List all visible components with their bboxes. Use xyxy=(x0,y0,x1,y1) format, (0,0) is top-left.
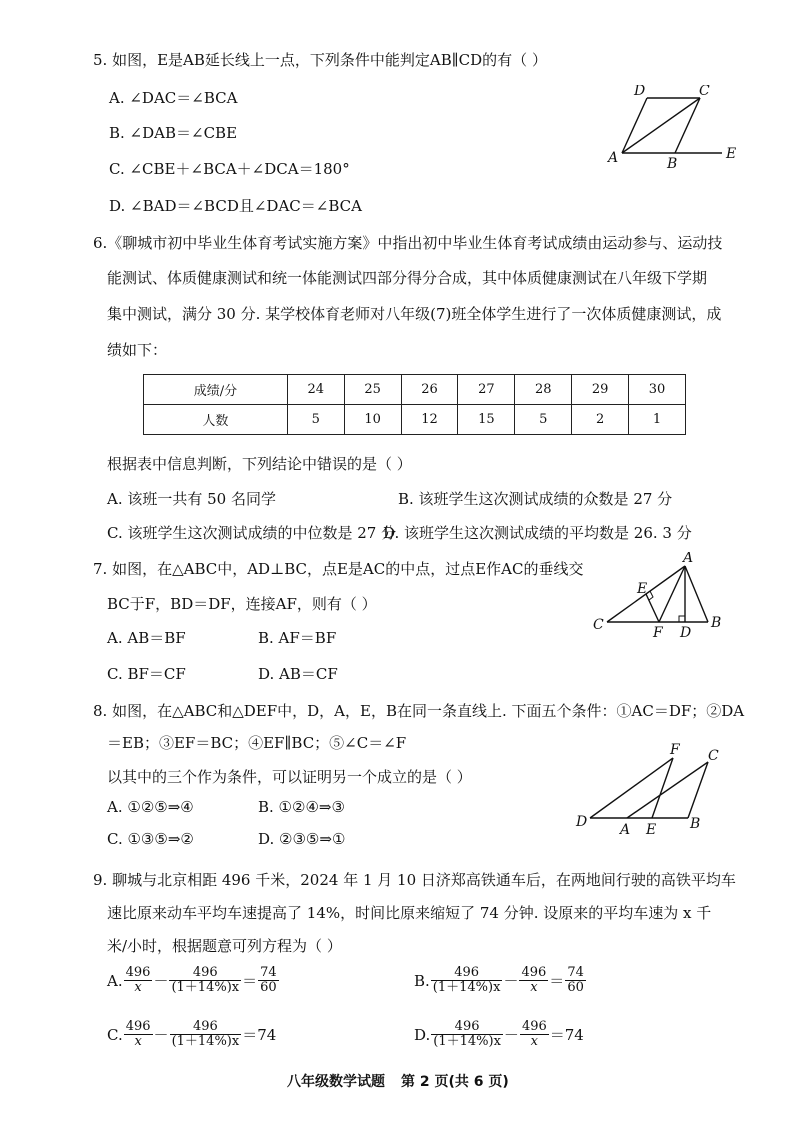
q7-label-b: B xyxy=(711,615,722,631)
q8-stem-line-2: ＝EB；③EF＝BC；④EF∥BC；⑤∠C＝∠F xyxy=(107,734,407,752)
fraction xyxy=(169,966,241,996)
q5-label-b: B xyxy=(667,156,678,172)
table-cell: 30 xyxy=(629,375,686,405)
q7-option-d: D. AB＝CF xyxy=(258,665,338,683)
q9-stem-line-1: 9. 聊城与北京相距 496 千米，2024 年 1 月 10 日济郑高铁通车后，在两地间行驶的高铁平均车 xyxy=(93,871,736,889)
q8-label-c: C xyxy=(708,748,719,764)
q8-label-a: A xyxy=(620,822,631,838)
q7-figure xyxy=(585,552,735,644)
q9-option-c xyxy=(107,1020,276,1050)
numerator: 74 xyxy=(567,965,584,980)
table-cell: 1 xyxy=(629,405,686,435)
option-letter: D. xyxy=(414,1025,431,1044)
q7-label-e: E xyxy=(637,581,648,597)
q6-option-c: C. 该班学生这次测试成绩的中位数是 27 分 xyxy=(107,524,397,542)
q7-line-ef xyxy=(646,594,659,622)
equals-sign: ＝74 xyxy=(549,1026,584,1045)
q7-label-a: A xyxy=(683,552,694,566)
numerator: 496 xyxy=(170,1020,242,1035)
q6-stem-line-3: 集中测试，满分 30 分. 某学校体育老师对八年级(7)班全体学生进行了一次体质健康测试，成 xyxy=(107,305,722,323)
footer-page-number: 第 2 页(共 6 页) xyxy=(401,1074,509,1090)
q8-line-ac xyxy=(627,762,708,818)
denominator: 60 xyxy=(567,980,584,996)
numerator: 496 xyxy=(125,965,151,980)
fraction xyxy=(431,966,503,996)
table-cell: 15 xyxy=(458,405,515,435)
q5-label-d: D xyxy=(634,85,646,99)
numerator: 496 xyxy=(431,1020,503,1035)
q8-option-a: A. ①②⑤⇒④ xyxy=(107,798,194,816)
q7-right-angle-d xyxy=(679,616,685,622)
q9-option-d xyxy=(414,1020,584,1050)
q8-option-b: B. ①②④⇒③ xyxy=(258,798,345,816)
q6-prompt: 根据表中信息判断，下列结论中错误的是（ ） xyxy=(107,455,412,473)
q8-stem-line-3: 以其中的三个作为条件，可以证明另一个成立的是（ ） xyxy=(107,768,472,786)
equals-sign: ＝ xyxy=(242,972,258,991)
q8-line-cb xyxy=(688,762,708,818)
q5-label-c: C xyxy=(699,85,710,99)
fraction xyxy=(124,1020,153,1050)
q9-stem-line-2: 速比原来动车平均车速提高了 14%，时间比原来缩短了 74 分钟. 设原来的平均车速为 x 千 xyxy=(107,904,712,922)
q8-label-b: B xyxy=(690,816,701,832)
q6-stem-line-4: 绩如下： xyxy=(107,341,168,359)
table-cell: 2 xyxy=(572,405,629,435)
q7-line-af xyxy=(659,566,685,622)
numerator: 496 xyxy=(431,966,503,981)
table-cell: 10 xyxy=(344,405,401,435)
equals-sign: ＝ xyxy=(549,972,565,991)
denominator: 60 xyxy=(260,980,277,996)
q7-label-d: D xyxy=(680,625,692,641)
footer-subject: 八年级数学试题 xyxy=(287,1074,385,1090)
denominator: (1＋14%)x xyxy=(432,980,501,996)
table-cell: 27 xyxy=(458,375,515,405)
q7-label-c: C xyxy=(593,617,604,633)
q8-label-d: D xyxy=(576,814,588,830)
denominator: x xyxy=(134,980,142,996)
q8-option-d: D. ②③⑤⇒① xyxy=(258,830,346,848)
table-cell: 26 xyxy=(401,375,458,405)
q6-option-d: D. 该班学生这次测试成绩的平均数是 26. 3 分 xyxy=(383,524,692,542)
q5-label-a: A xyxy=(608,150,619,166)
q5-option-c: C. ∠CBE＋∠BCA＋∠DCA＝180° xyxy=(109,160,350,178)
q7-stem-line-1: 7. 如图，在△ABC中，AD⊥BC，点E是AC的中点，过点E作AC的垂线交 xyxy=(93,560,584,578)
q6-stem-line-2: 能测试、体质健康测试和统一体能测试四部分得分合成，其中体质健康测试在八年级下学期 xyxy=(107,269,708,287)
denominator: (1＋14%)x xyxy=(433,1034,501,1050)
table-row xyxy=(144,375,686,405)
numerator: 496 xyxy=(521,1019,547,1034)
option-letter: C. xyxy=(107,1025,123,1044)
q8-figure xyxy=(570,740,730,840)
q6-score-table xyxy=(143,374,686,435)
minus-sign: － xyxy=(153,972,169,991)
table-cell: 5 xyxy=(287,405,344,435)
q7-line-ab xyxy=(685,566,708,622)
option-letter: A. xyxy=(107,971,123,990)
q7-option-b: B. AF＝BF xyxy=(258,629,337,647)
table-header-cell: 人数 xyxy=(144,405,288,435)
q6-stem-line-1: 6.《聊城市初中毕业生体育考试实施方案》中指出初中毕业生体育考试成绩由运动参与、运动技 xyxy=(93,234,723,252)
fraction xyxy=(565,966,586,996)
q8-label-f: F xyxy=(670,742,680,758)
q8-stem-line-1: 8. 如图，在△ABC和△DEF中，D，A，E，B在同一条直线上. 下面五个条件：①AC＝DF；②DA xyxy=(93,702,745,720)
numerator: 496 xyxy=(521,965,547,980)
table-header-cell: 成绩/分 xyxy=(144,375,288,405)
table-row xyxy=(144,405,686,435)
q7-stem-line-2: BC于F，BD＝DF，连接AF，则有（ ） xyxy=(107,595,377,613)
table-cell: 28 xyxy=(515,375,572,405)
fraction xyxy=(124,966,153,996)
q9-option-a xyxy=(107,966,280,996)
q9-option-b xyxy=(414,966,587,996)
denominator: x xyxy=(530,1034,539,1050)
q5-label-e: E xyxy=(726,146,737,162)
equals-sign: ＝74 xyxy=(242,1026,277,1045)
numerator: 74 xyxy=(260,965,277,980)
q5-option-b: B. ∠DAB＝∠CBE xyxy=(109,124,238,142)
q5-option-d: D. ∠BAD＝∠BCD且∠DAC＝∠BCA xyxy=(109,197,362,215)
denominator: x xyxy=(530,980,538,996)
q5-stem: 5. 如图，E是AB延长线上一点，下列条件中能判定AB∥CD的有（ ） xyxy=(93,51,547,69)
fraction xyxy=(258,966,279,996)
denominator: x xyxy=(134,1034,142,1050)
q5-option-a: A. ∠DAC＝∠BCA xyxy=(109,89,238,107)
numerator: 496 xyxy=(169,966,241,981)
q7-label-f: F xyxy=(653,625,663,641)
q7-right-angle-e xyxy=(649,591,653,600)
q8-label-e: E xyxy=(646,822,657,838)
q5-line-ac xyxy=(622,98,700,153)
denominator: (1＋14%)x xyxy=(171,980,240,996)
q6-option-b: B. 该班学生这次测试成绩的众数是 27 分 xyxy=(398,490,673,508)
table-cell: 29 xyxy=(572,375,629,405)
minus-sign: － xyxy=(153,1026,169,1045)
denominator: (1＋14%)x xyxy=(171,1034,240,1050)
numerator: 496 xyxy=(125,1019,151,1034)
fraction xyxy=(170,1020,242,1050)
fraction xyxy=(520,1020,549,1050)
option-letter: B. xyxy=(414,971,430,990)
fraction xyxy=(519,966,548,996)
q5-figure xyxy=(600,85,750,175)
minus-sign: － xyxy=(503,972,519,991)
minus-sign: － xyxy=(503,1026,519,1045)
table-cell: 12 xyxy=(401,405,458,435)
fraction xyxy=(431,1020,503,1050)
q8-option-c: C. ①③⑤⇒② xyxy=(107,830,194,848)
q9-stem-line-3: 米/小时，根据题意可列方程为（ ） xyxy=(107,937,342,955)
q7-option-a: A. AB＝BF xyxy=(107,629,186,647)
q7-option-c: C. BF＝CF xyxy=(107,665,186,683)
table-cell: 25 xyxy=(344,375,401,405)
q6-option-a: A. 该班一共有 50 名同学 xyxy=(107,490,276,508)
table-cell: 5 xyxy=(515,405,572,435)
table-cell: 24 xyxy=(287,375,344,405)
q8-line-df xyxy=(590,758,673,818)
